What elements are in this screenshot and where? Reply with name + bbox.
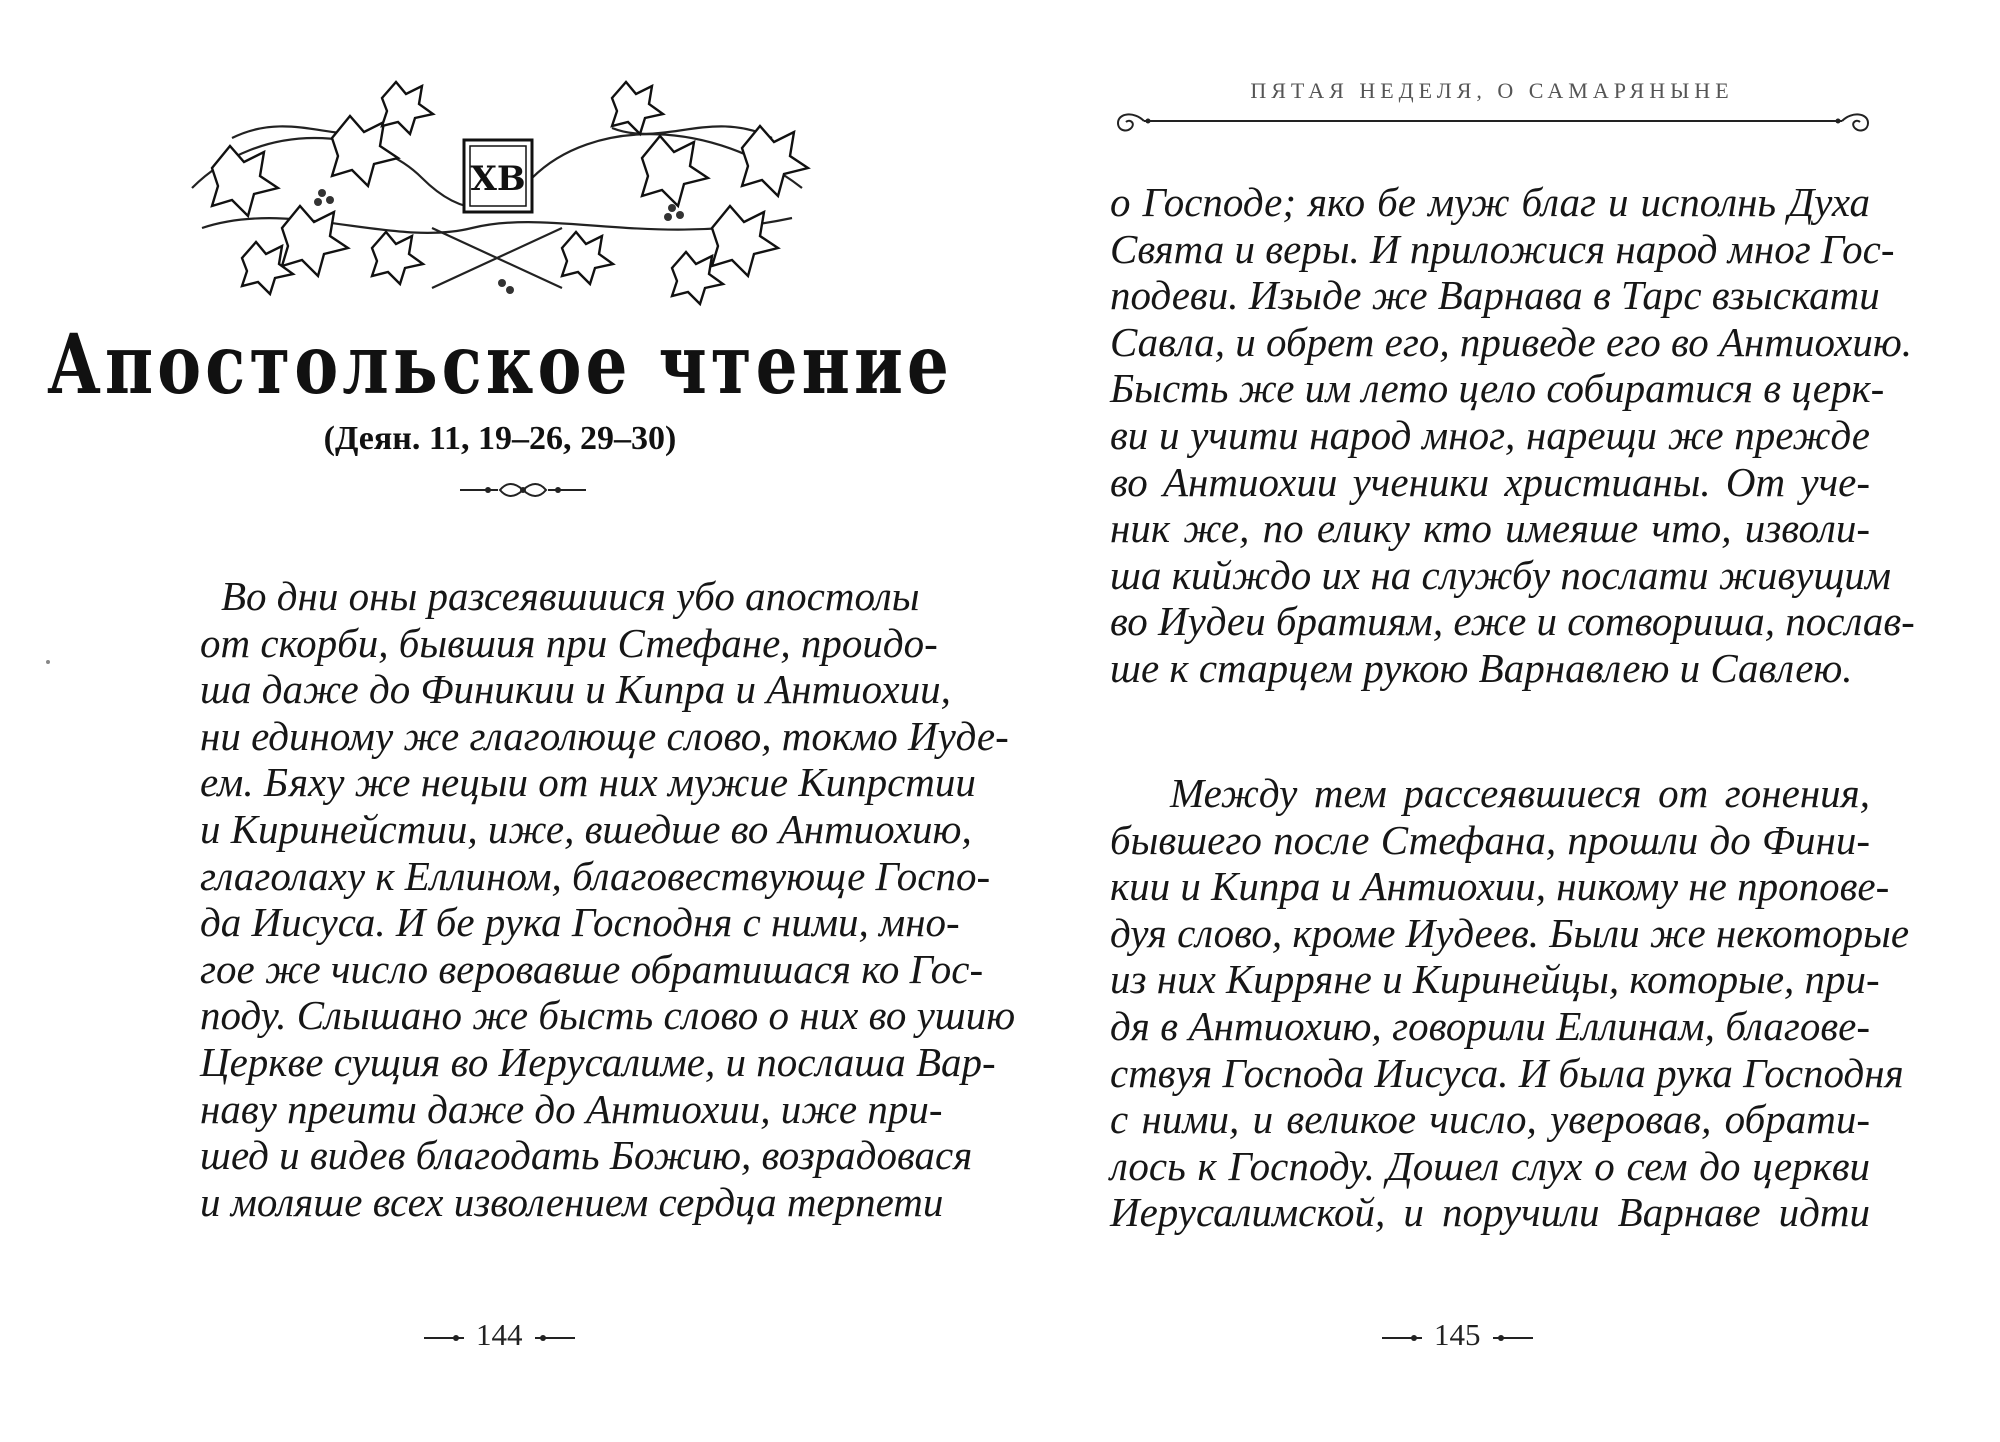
church-slavonic-text-continued [1110,179,1915,692]
text-line: Савла, и обрет его, приведе его во Антиохию. [1110,318,1912,365]
scan-speck [46,660,50,664]
text-line: Свята и веры. И приложися народ мног Гос- [1110,225,1895,272]
running-head: ПЯТАЯ НЕДЕЛЯ, О САМАРЯНЫНЕ [1250,78,1734,103]
page-number-left [424,1317,575,1353]
text-line: бывшего после Стефана, прошли до Фини- [1110,816,1870,863]
text-line: Во дни оны разсеявшиися убо апостолы [221,573,920,619]
church-slavonic-text [200,573,1016,1225]
text-line: ни единому же глаголюще слово, токмо Иуде- [200,712,1009,759]
text-line: и Киринейстии, иже, вшедше во Антиохию, [200,805,972,852]
headpiece-monogram: ХВ [470,159,526,199]
text-line: шед и видев благодать Божию, возрадовася [200,1132,973,1179]
text-line: Между тем рассеявшиеся от гонения, [1170,770,1870,816]
text-line: Бысть же им лето цело собиратися в церк- [1110,365,1885,412]
text-line: ем. Бяху же нецыи от них мужие Кипрстии [200,759,976,806]
right-page [1000,0,2000,1442]
divider-ornament [458,478,588,502]
text-line: ша кийждо их на службу послати живущим [1110,551,1892,598]
folio-dash-ornament [1493,1332,1533,1344]
text-line: глаголаху к Еллином, благовествующе Госпо- [200,852,991,899]
text-line: ша даже до Финикии и Кипра и Антиохии, [200,666,951,713]
text-line: наву преити даже до Антиохии, иже при- [200,1085,943,1132]
text-line: ствуя Господа Иисуса. И была рука Господня [1110,1049,1904,1096]
text-line: от скорби, бывшия при Стефане, проидо- [200,619,938,666]
text-line: во Антиохии ученики христианы. От уче- [1110,458,1870,505]
text-line: поду. Слышано же бысть слово о них во ушию [200,992,1016,1039]
text-line: лось к Господу. Дошел слух о сем до церкви [1110,1142,1870,1189]
folio-dash-ornament [424,1332,464,1344]
folio-dash-ornament [1382,1332,1422,1344]
folio-dash-ornament [535,1332,575,1344]
vine-headpiece-ornament [172,78,822,308]
text-line: во Иудеи братиям, еже и сотвориша, послав- [1110,598,1915,645]
text-line: ви и учити народ мног, нарещи же прежде [1110,411,1870,458]
text-line: из них Киpряне и Киринейцы, которые, при- [1110,956,1880,1003]
text-line: гое же число веровавше обратишася ко Гос- [200,945,984,992]
text-line: с ними, и великое число, уверовав, обрати- [1110,1096,1870,1143]
text-line: дуя слово, кроме Иудеев. Были же некоторые [1110,909,1910,956]
running-head-rule-ornament [1108,106,1878,136]
text-line: о Господе; яко бе муж благ и исполнь Духа [1110,179,1870,225]
text-line: да Иисуса. И бе рука Господня с ними, мно- [200,899,960,946]
text-line: и моляше всех изволением сердца терпети [200,1178,944,1225]
text-line: подеви. Изыде же Варнава в Тарс взыскати [1110,272,1880,319]
text-line: Иерусалимской, и поручили Варнаве идти [1110,1189,1870,1236]
text-line: Церкве сущия во Иерусалиме, и послаша Вар- [200,1038,996,1085]
page-number-value: 145 [1434,1317,1481,1352]
text-line: ник же, по елику кто имеяше что, изволи- [1110,505,1870,552]
russian-translation-text [1110,770,1910,1236]
scripture-reference: (Деян. 11, 19–26, 29–30) [323,420,677,457]
page-number-right [1382,1317,1533,1353]
text-line: кии и Кипра и Антиохии, никому не пропове- [1110,863,1890,910]
text-line: дя в Антиохию, говорили Еллинам, благове- [1110,1002,1870,1049]
reading-heading-title: Апостольское чтение [47,315,953,413]
text-line: ше к старцем рукою Варнавлею и Савлею. [1110,644,1853,691]
page-number-value: 144 [476,1317,523,1352]
